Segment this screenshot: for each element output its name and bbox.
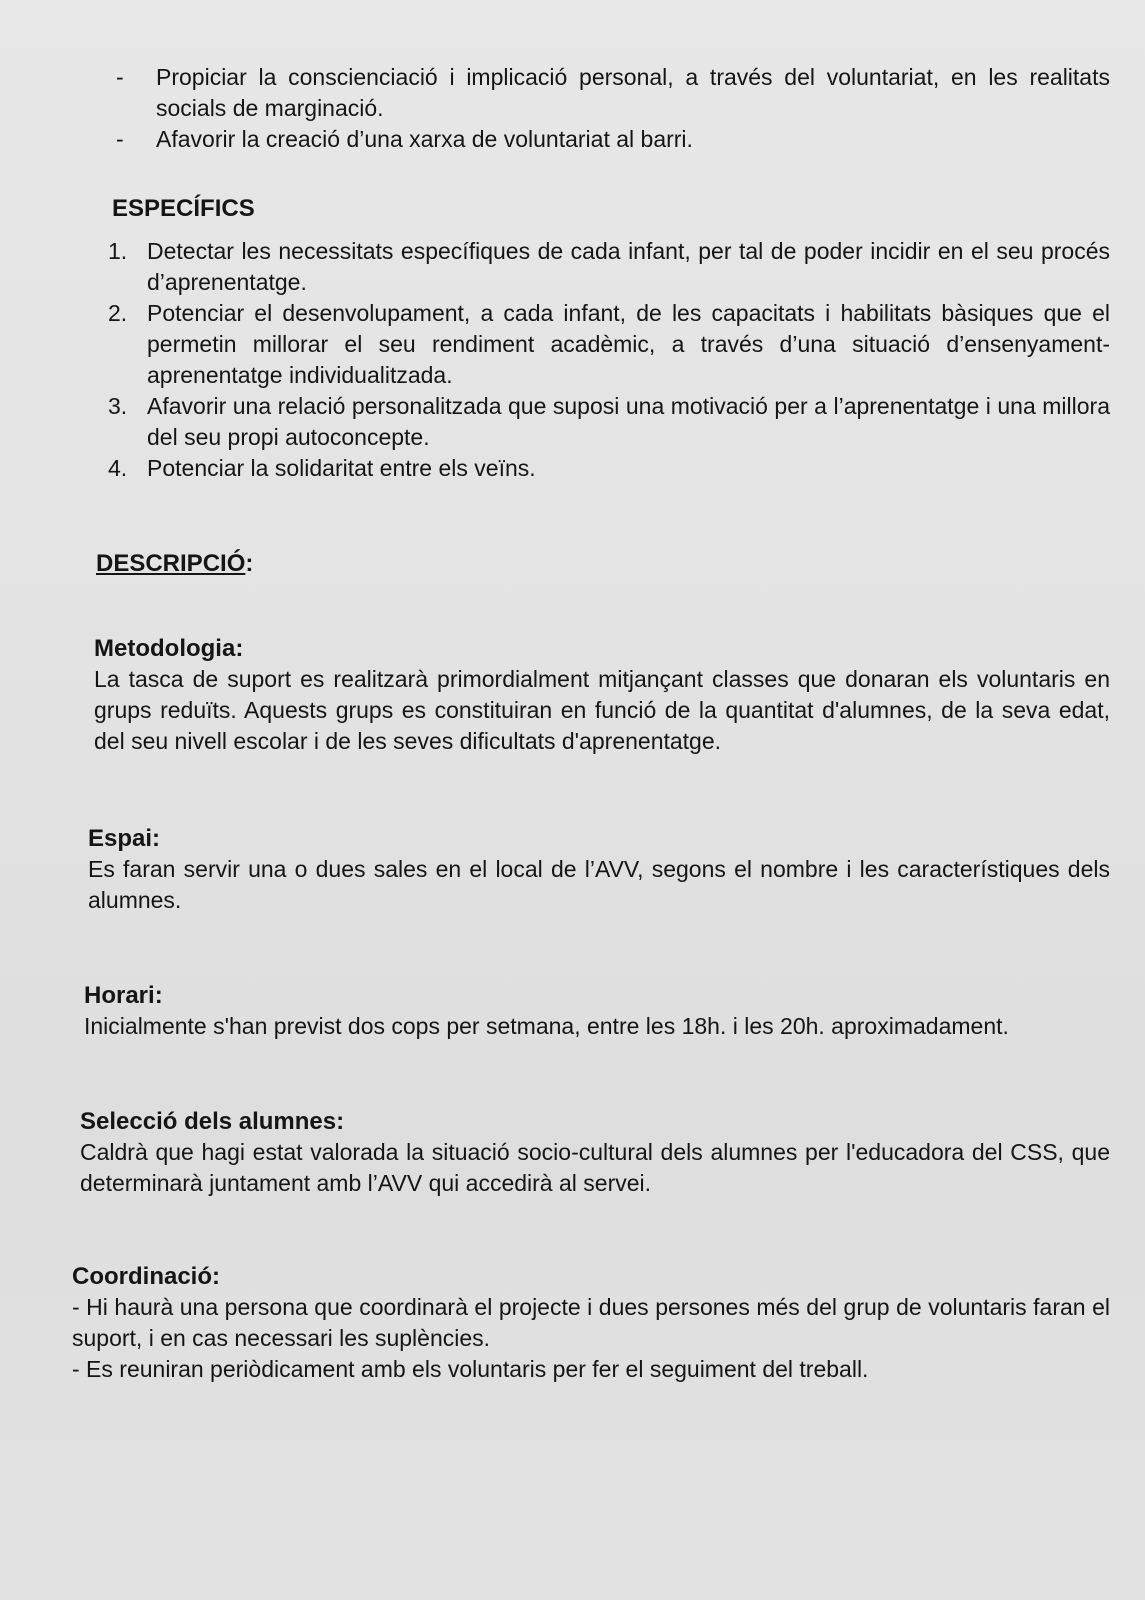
list-item [70, 62, 1110, 124]
especifics-list [70, 236, 1110, 484]
coordinacio-title: Coordinació: [72, 1263, 220, 1290]
espai-text: Es faran servir una o dues sales en el local de l’AVV, segons el nombre i les característiques dels alumnes. [88, 856, 1110, 913]
metodologia-section [70, 633, 1110, 757]
seleccio-text: Caldrà que hagi estat valorada la situació socio-cultural dels alumnes per l'educadora del CSS, que determinarà juntament amb l’AVV qui accedirà al servei. [80, 1139, 1110, 1196]
item-number: 4. [108, 455, 128, 481]
bullet-dash: - [116, 64, 124, 90]
list-item-text: Afavorir la creació d’una xarxa de voluntariat al barri. [156, 126, 693, 152]
especifics-heading: ESPECÍFICS [112, 195, 255, 222]
list-item-text: Afavorir una relació personalitzada que suposi una motivació per a l’aprenentatge i una millora del seu propi autoconcepte. [147, 393, 1110, 450]
coordinacio-item: - Hi haurà una persona que coordinarà el projecte i dues persones més del grup de voluntaris faran el suport, i en cas necessari les suplències. [72, 1294, 1110, 1351]
item-number: 3. [108, 393, 128, 419]
descripcio-heading [70, 548, 1110, 579]
espai-section [70, 823, 1110, 916]
list-item [70, 236, 1110, 298]
horari-text: Inicialmente s'han previst dos cops per setmana, entre les 18h. i les 20h. aproximadament. [84, 1013, 1009, 1039]
coordinacio-item: - Es reuniran periòdicament amb els voluntaris per fer el seguiment del treball. [72, 1356, 869, 1382]
horari-section [70, 980, 1110, 1042]
list-item-text: Potenciar el desenvolupament, a cada infant, de les capacitats i habilitats bàsiques que el permetin millorar el seu rendiment acadèmic, a través d’una situació d’ensenyament-aprenentatge individualitzada. [147, 300, 1110, 388]
seleccio-section [70, 1106, 1110, 1199]
descripcio-title: DESCRIPCIÓ [96, 550, 246, 577]
list-item [70, 298, 1110, 391]
coordinacio-section [70, 1261, 1110, 1385]
bullet-dash: - [116, 126, 124, 152]
metodologia-text: La tasca de suport es realitzarà primordialment mitjançant classes que donaran els voluntaris en grups reduïts. Aquests grups es constituiran en funció de la quantitat d'alumnes, de la seva edat, del seu nivell escolar i de les seves dificultats d'aprenentatge. [94, 666, 1110, 754]
descripcio-colon: : [245, 550, 254, 577]
espai-title: Espai: [88, 825, 161, 852]
list-item [70, 124, 1110, 155]
seleccio-title: Selecció dels alumnes: [80, 1108, 345, 1135]
list-item-text: Potenciar la solidaritat entre els veïns. [147, 455, 536, 481]
metodologia-title: Metodologia: [94, 635, 244, 662]
general-objectives-list [70, 62, 1110, 155]
document-body [70, 62, 1110, 1385]
list-item-text: Propiciar la conscienciació i implicació personal, a través del voluntariat, en les realitats socials de marginació. [156, 64, 1110, 121]
list-item [70, 453, 1110, 484]
list-item [70, 391, 1110, 453]
item-number: 1. [108, 238, 128, 264]
item-number: 2. [108, 300, 128, 326]
list-item-text: Detectar les necessitats específiques de cada infant, per tal de poder incidir en el seu procés d’aprenentatge. [147, 238, 1110, 295]
horari-title: Horari: [84, 982, 163, 1009]
